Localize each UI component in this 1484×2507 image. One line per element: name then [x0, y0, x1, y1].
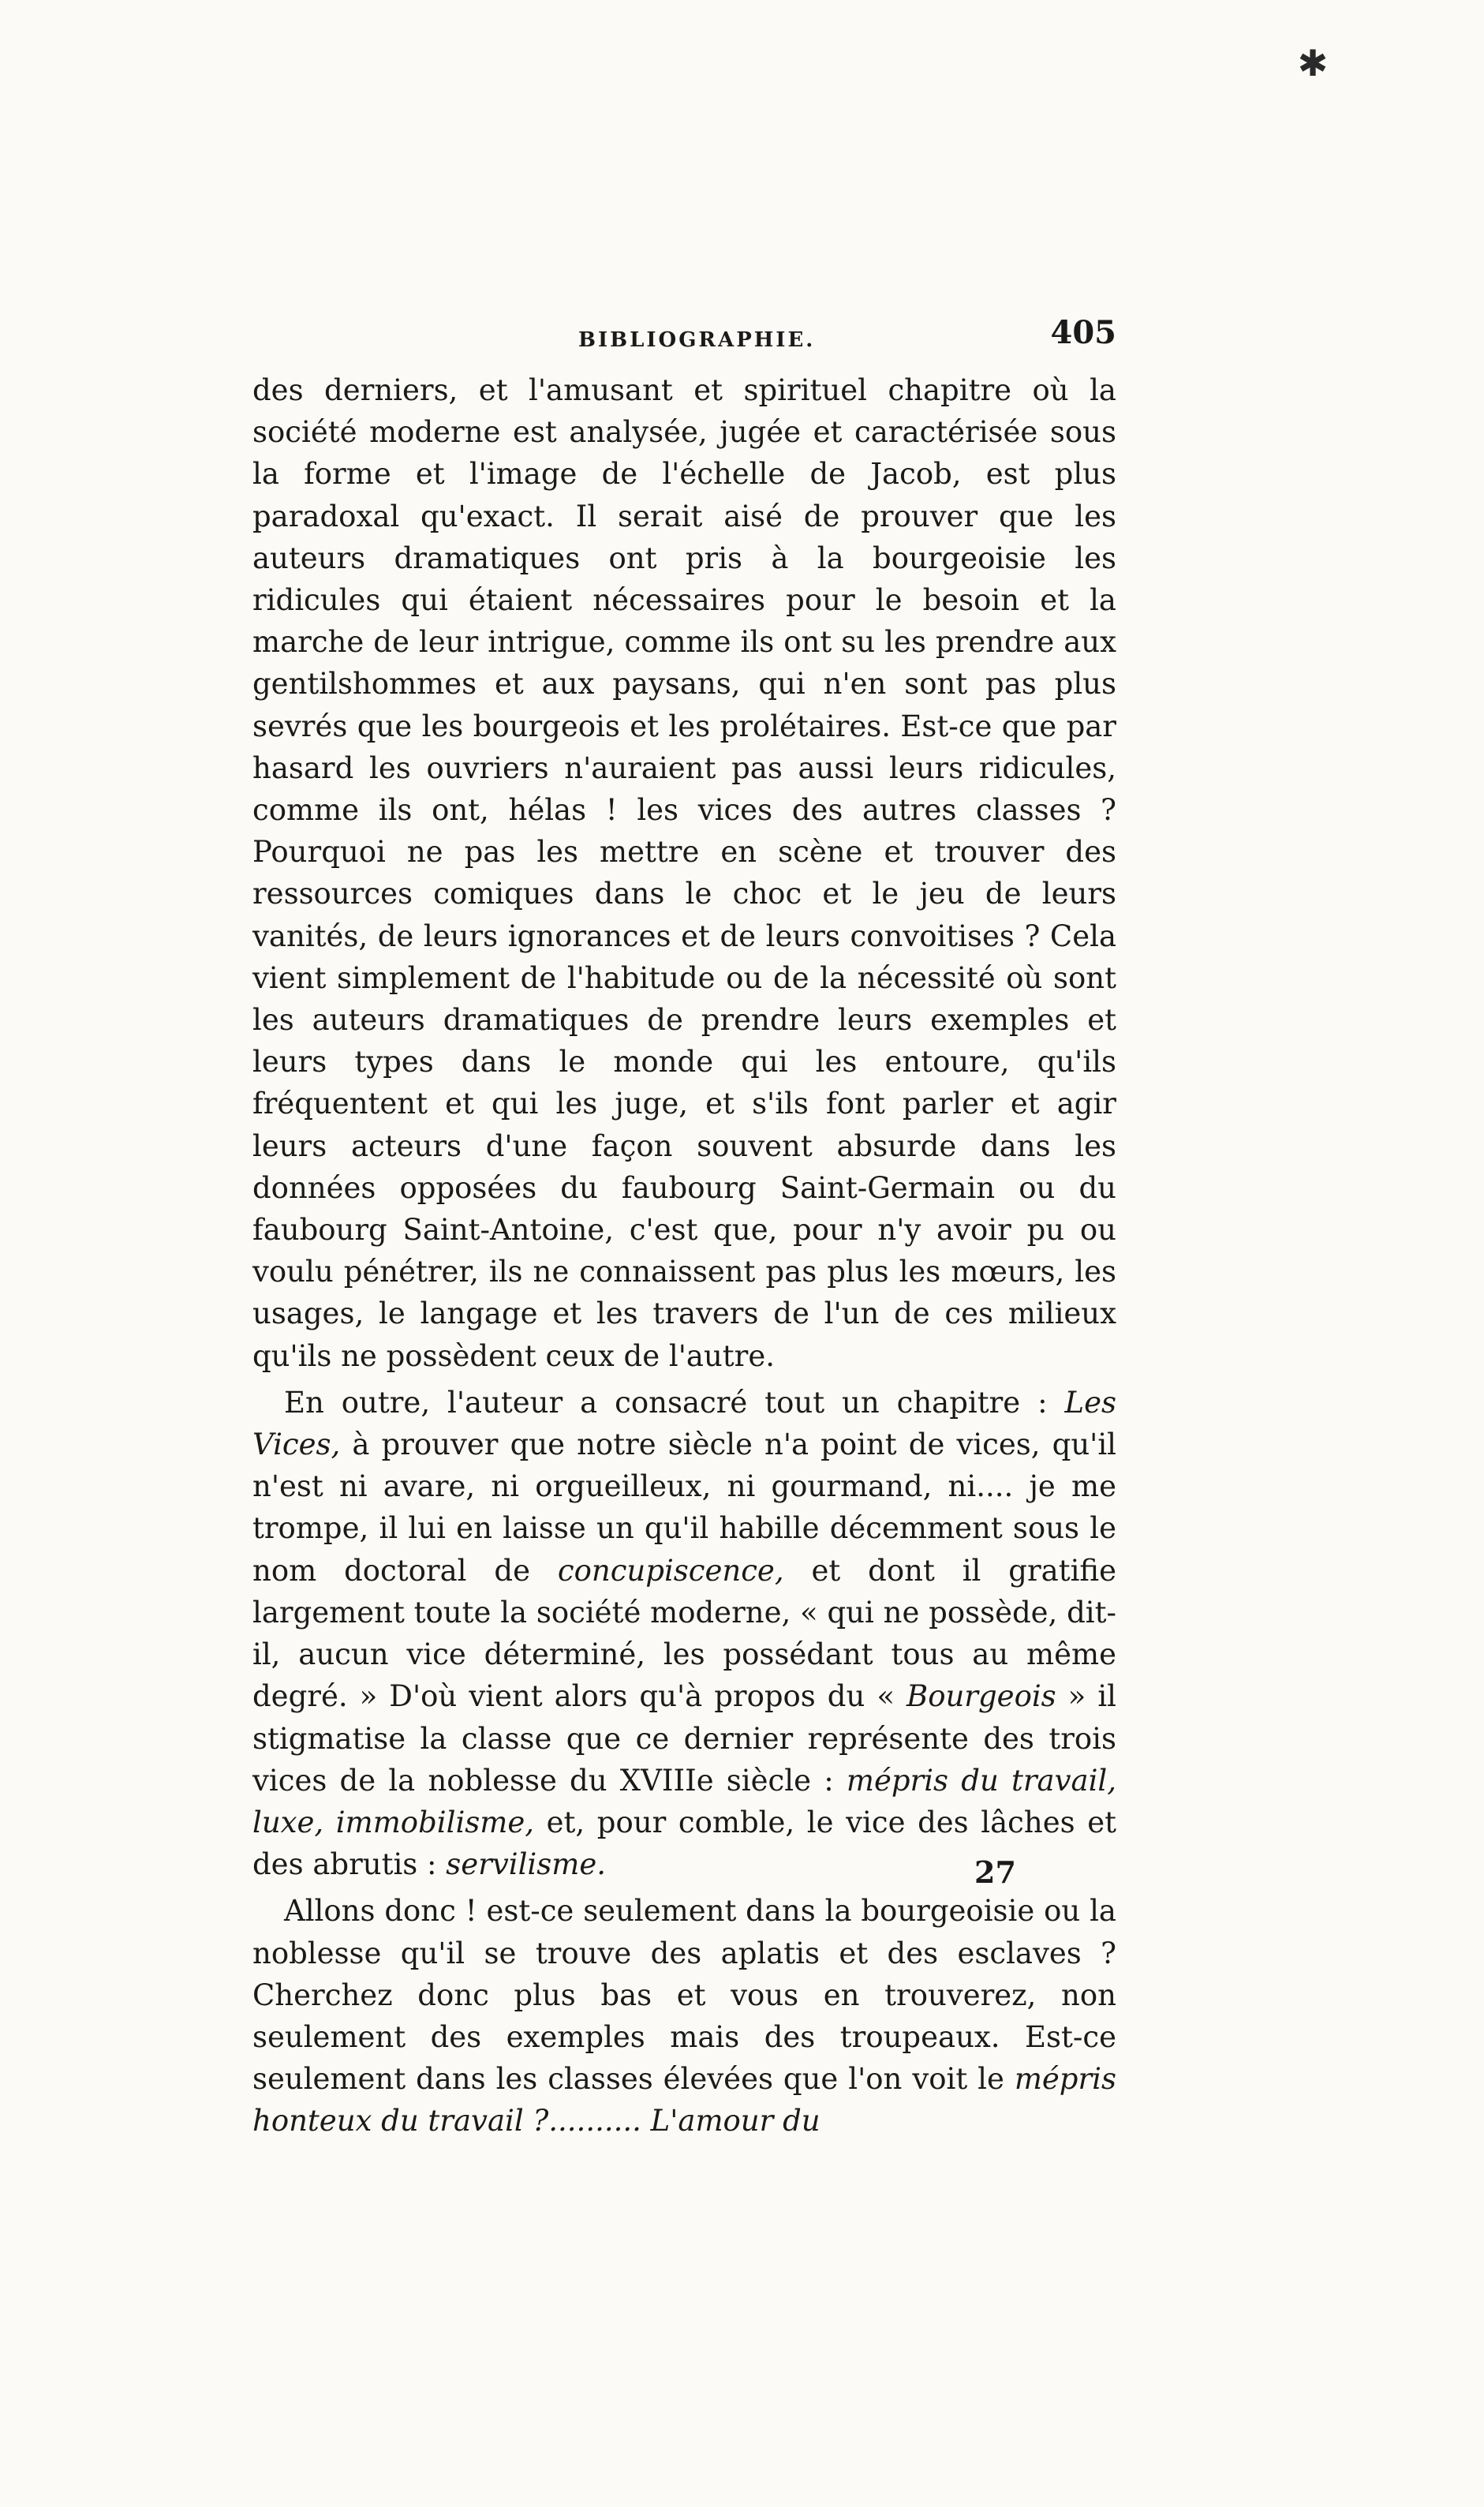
italic-segment: mépris honteux du travail ?.......... L'amour du [252, 2062, 1116, 2138]
italic-segment: Les Vices, [252, 1385, 1116, 1462]
paragraph-2 [252, 1382, 1116, 1885]
text-segment: » il stigmatise la classe que ce dernier représente des trois vices de la noblesse du XVIIIe siècle : [252, 1679, 1117, 1798]
text-segment: En outre, l'auteur a consacré tout un chapitre : [284, 1385, 1065, 1420]
italic-segment: mépris du travail, luxe, immobilisme, [252, 1763, 1116, 1839]
signature-mark: 27 [974, 1854, 1016, 1890]
text-segment: et dont il gratifie largement toute la société moderne, « qui ne possède, dit-il, aucun vice déterminé, les possédant tous au même degré. » D'où vient alors qu'à propos du « [252, 1553, 1116, 1714]
text-segment: à prouver que notre siècle n'a point de vices, qu'il n'est ni avare, ni orgueilleux, ni gourmand, ni.... je me trompe, il lui en laisse un qu'il habille décemment sous le nom doctoral de [252, 1427, 1116, 1588]
paragraph-1: des derniers, et l'amusant et spirituel chapitre où la société moderne est analysée, jugée et caractérisée sous la forme et l'image de l'échelle de Jacob, est plus paradoxal qu'exact. Il serait aisé de prouver que les auteurs dramatiques ont pris à la bourgeoisie les ridicules qui étaient nécessaires pour le besoin et la marche de leur intrigue, comme ils ont su les prendre aux gentilshommes et aux paysans, qui n'en sont pas plus sevrés que les bourgeois et les prolétaires. Est-ce que par hasard les ouvriers n'auraient pas aussi leurs ridicules, comme ils ont, hélas ! les vices des autres classes ? Pourquoi ne pas les mettre en scène et trouver des ressources comiques dans le choc et le jeu de leurs vanités, de leurs ignorances et de leurs convoitises ? Cela vient simplement de l'habitude ou de la nécessité où sont les auteurs dramatiques de prendre leurs exemples et leurs types dans le monde qui les entoure, qu'ils fréquentent et qui les juge, et s'ils font parler et agir leurs acteurs d'une façon souvent absurde dans les données opposées du faubourg Saint-Germain ou du faubourg Saint-Antoine, c'est que, pour n'y avoir pu ou voulu pénétrer, ils ne connaissent pas plus les mœurs, les usages, le langage et les travers de l'un de ces milieux qu'ils ne possèdent ceux de l'autre. [252, 373, 1116, 1373]
text-segment: Allons donc ! est-ce seulement dans la bourgeoisie ou la noblesse qu'il se trouve des aplatis et des esclaves ? Cherchez donc plus bas et vous en trouverez, non seulement des exemples mais des troupeaux. Est-ce seulement dans les classes élevées que l'on voit le [252, 1894, 1116, 2097]
page-number: 405 [1050, 314, 1116, 351]
italic-segment: Bourgeois [906, 1679, 1056, 1714]
text-segment: et, pour comble, le vice des lâches et des abrutis : [252, 1805, 1116, 1882]
page-header [252, 314, 1116, 361]
ink-blot-mark: ✱ [1297, 42, 1322, 84]
italic-segment: servilisme. [446, 1847, 606, 1882]
paragraph-3 [252, 1890, 1116, 2142]
running-head: BIBLIOGRAPHIE. [578, 328, 816, 352]
italic-segment: concupiscence, [557, 1553, 784, 1588]
